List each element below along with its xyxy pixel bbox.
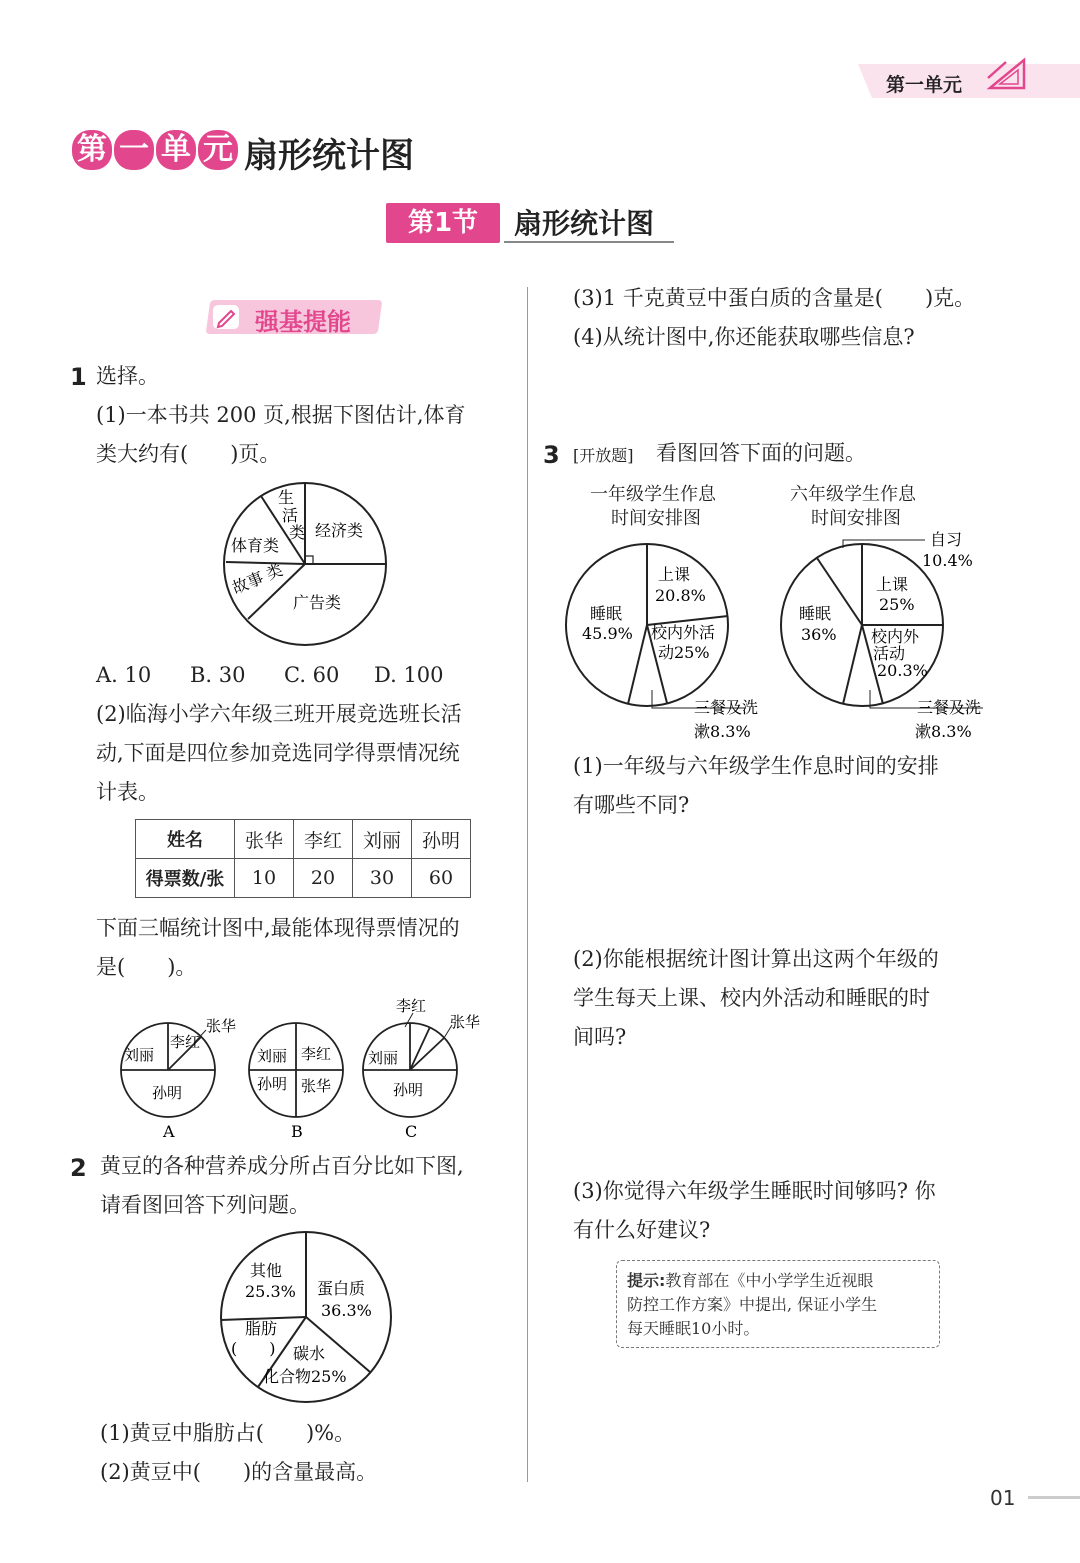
pie-label: 广告类 [293, 593, 342, 612]
soybean-nutrition-pie-chart [215, 1228, 395, 1410]
table-cell: 得票数/张 [136, 859, 235, 898]
chart-title: 时间安排图 [811, 508, 901, 529]
page-title: 扇形统计图 [244, 136, 414, 176]
pie-label: 其他 [250, 1261, 283, 1280]
chart-title: 六年级学生作息 [790, 484, 916, 505]
pie-label: 校内外 [871, 627, 920, 646]
pie-label: 45.9% [582, 624, 633, 643]
tip-label: 提示: [627, 1271, 666, 1290]
unit-badge-char: 单 [156, 130, 196, 170]
question-text: (4)从统计图中,你还能获取哪些信息? [573, 325, 915, 349]
table-row [136, 859, 471, 898]
question-text: (1)一本书共 200 页,根据下图估计,体育 [96, 403, 466, 427]
page-number: 01 [990, 1486, 1016, 1510]
table-cell: 20 [294, 859, 353, 898]
pie-letter: A [163, 1122, 175, 1141]
option-c: C. 60 [284, 663, 340, 687]
table-cell: 30 [353, 859, 412, 898]
pie-label: 孙明 [393, 1081, 424, 1099]
pie-label: 孙明 [257, 1075, 288, 1093]
pie-label: 自习 [930, 530, 963, 549]
pie-letter: C [405, 1122, 418, 1141]
table-cell: 10 [235, 859, 294, 898]
question-number: 2 [70, 1154, 87, 1182]
section-header [386, 203, 676, 243]
pie-label: 类 [289, 523, 306, 542]
question-text: 下面三幅统计图中,最能体现得票情况的 [96, 916, 460, 940]
pie-label: 张华 [301, 1077, 332, 1095]
question-text: 动,下面是四位参加竞选同学得票情况统 [96, 741, 460, 765]
option-a: A. 10 [96, 663, 152, 687]
pie-label: 脂肪 [245, 1319, 278, 1338]
pie-label: ( ) [231, 1339, 276, 1358]
tip-text: 每天睡眠10小时。 [627, 1319, 760, 1338]
table-cell: 李红 [294, 820, 353, 859]
unit-badge [72, 130, 238, 170]
pie-label: 动25% [658, 643, 710, 662]
pie-label: 25% [879, 595, 915, 614]
question-text: 学生每天上课、校内外活动和睡眠的时 [573, 986, 930, 1010]
unit-badge-char: 一 [114, 130, 154, 170]
table-cell: 孙明 [412, 820, 471, 859]
section-number: 第1节 [386, 203, 500, 243]
table-cell: 姓名 [136, 820, 235, 859]
pie-label: 三餐及洗 [694, 698, 759, 717]
chart-title: 一年级学生作息 [590, 484, 716, 505]
chart-title: 时间安排图 [611, 508, 701, 529]
question-number: 3 [543, 441, 560, 469]
question-text: (2)临海小学六年级三班开展竞选班长活 [96, 702, 462, 726]
question-text: (1)一年级与六年级学生作息时间的安排 [573, 754, 939, 778]
vote-table [135, 819, 471, 898]
pie-label: 活 [282, 506, 299, 525]
triangle-ruler-icon [986, 58, 1028, 92]
page-number-rule [1028, 1496, 1080, 1499]
pie-label: 李红 [170, 1033, 201, 1051]
pie-label: 36.3% [321, 1301, 372, 1320]
pie-label: 20.8% [655, 586, 706, 605]
pie-letter: B [291, 1122, 303, 1141]
pie-label: 上课 [658, 565, 691, 584]
book-category-pie-chart [215, 478, 395, 648]
grade1-schedule-pie-chart [560, 538, 786, 748]
pie-label: 张华 [450, 1013, 481, 1031]
question-text: 有什么好建议? [573, 1218, 711, 1242]
tip-box [616, 1260, 940, 1348]
pie-label: 睡眠 [590, 604, 623, 623]
pie-label: 体育类 [231, 536, 280, 555]
question-text: (3)1 千克黄豆中蛋白质的含量是( )克。 [573, 286, 976, 310]
pencil-icon [212, 303, 242, 331]
grade6-schedule-pie-chart [775, 530, 1000, 748]
pie-label: 经济类 [315, 521, 364, 540]
pie-label: 生 [278, 488, 295, 507]
column-divider [527, 287, 528, 1482]
pie-label: 上课 [876, 575, 909, 594]
pie-label: 睡眠 [799, 604, 832, 623]
pie-label: 化合物25% [263, 1367, 347, 1386]
question-number: 1 [70, 363, 87, 391]
pie-label: 25.3% [245, 1282, 296, 1301]
pie-label: 张华 [206, 1017, 237, 1035]
unit-badge-char: 第 [72, 130, 112, 170]
pie-label: 故事 [229, 568, 267, 598]
vote-pie-charts [110, 995, 481, 1145]
pie-label: 10.4% [922, 551, 973, 570]
table-cell: 刘丽 [353, 820, 412, 859]
question-text: (2)你能根据统计图计算出这两个年级的 [573, 947, 939, 971]
unit-badge-char: 元 [198, 130, 238, 170]
question-text: 类大约有( )页。 [96, 442, 281, 466]
pie-label: 校内外活 [651, 623, 716, 642]
question-text: 间吗? [573, 1025, 627, 1049]
pie-label: 类 [263, 560, 286, 584]
skill-badge-label: 强基提能 [255, 308, 351, 336]
question-text: (2)黄豆中( )的含量最高。 [100, 1460, 378, 1484]
pie-label: 漱8.3% [694, 722, 751, 741]
pie-label: 刘丽 [368, 1049, 399, 1067]
question-stem: 看图回答下面的问题。 [656, 441, 866, 465]
pie-label: 孙明 [152, 1084, 183, 1102]
header-unit-label: 第一单元 [886, 74, 963, 96]
pie-label: 36% [801, 625, 837, 644]
table-cell: 张华 [235, 820, 294, 859]
tip-text: 教育部在《中小学学生近视眼 [665, 1271, 874, 1290]
pie-label: 活动 [873, 644, 906, 663]
pie-label: 漱8.3% [915, 722, 972, 741]
pie-label: 刘丽 [124, 1046, 155, 1064]
table-row [136, 820, 471, 859]
open-question-tag: [开放题] [573, 446, 634, 465]
question-stem: 黄豆的各种营养成分所占百分比如下图, [100, 1154, 464, 1178]
pie-label: 三餐及洗 [917, 698, 982, 717]
question-text: 是( )。 [96, 955, 197, 979]
pie-label: 李红 [301, 1045, 332, 1063]
pie-label: 碳水 [293, 1344, 326, 1363]
question-stem: 选择。 [96, 364, 159, 388]
section-title: 扇形统计图 [504, 203, 674, 243]
tip-text: 防控工作方案》中提出, 保证小学生 [627, 1295, 878, 1314]
pie-label: 蛋白质 [317, 1279, 366, 1298]
question-text: 计表。 [96, 780, 159, 804]
question-text: (3)你觉得六年级学生睡眠时间够吗? 你 [573, 1179, 936, 1203]
option-d: D. 100 [374, 663, 444, 687]
pie-label: 20.3% [877, 661, 928, 680]
pie-label: 刘丽 [257, 1047, 288, 1065]
question-stem: 请看图回答下列问题。 [100, 1193, 310, 1217]
table-cell: 60 [412, 859, 471, 898]
option-b: B. 30 [190, 663, 246, 687]
question-text: 有哪些不同? [573, 793, 690, 817]
pie-label: 李红 [396, 997, 427, 1015]
question-text: (1)黄豆中脂肪占( )%。 [100, 1421, 356, 1445]
